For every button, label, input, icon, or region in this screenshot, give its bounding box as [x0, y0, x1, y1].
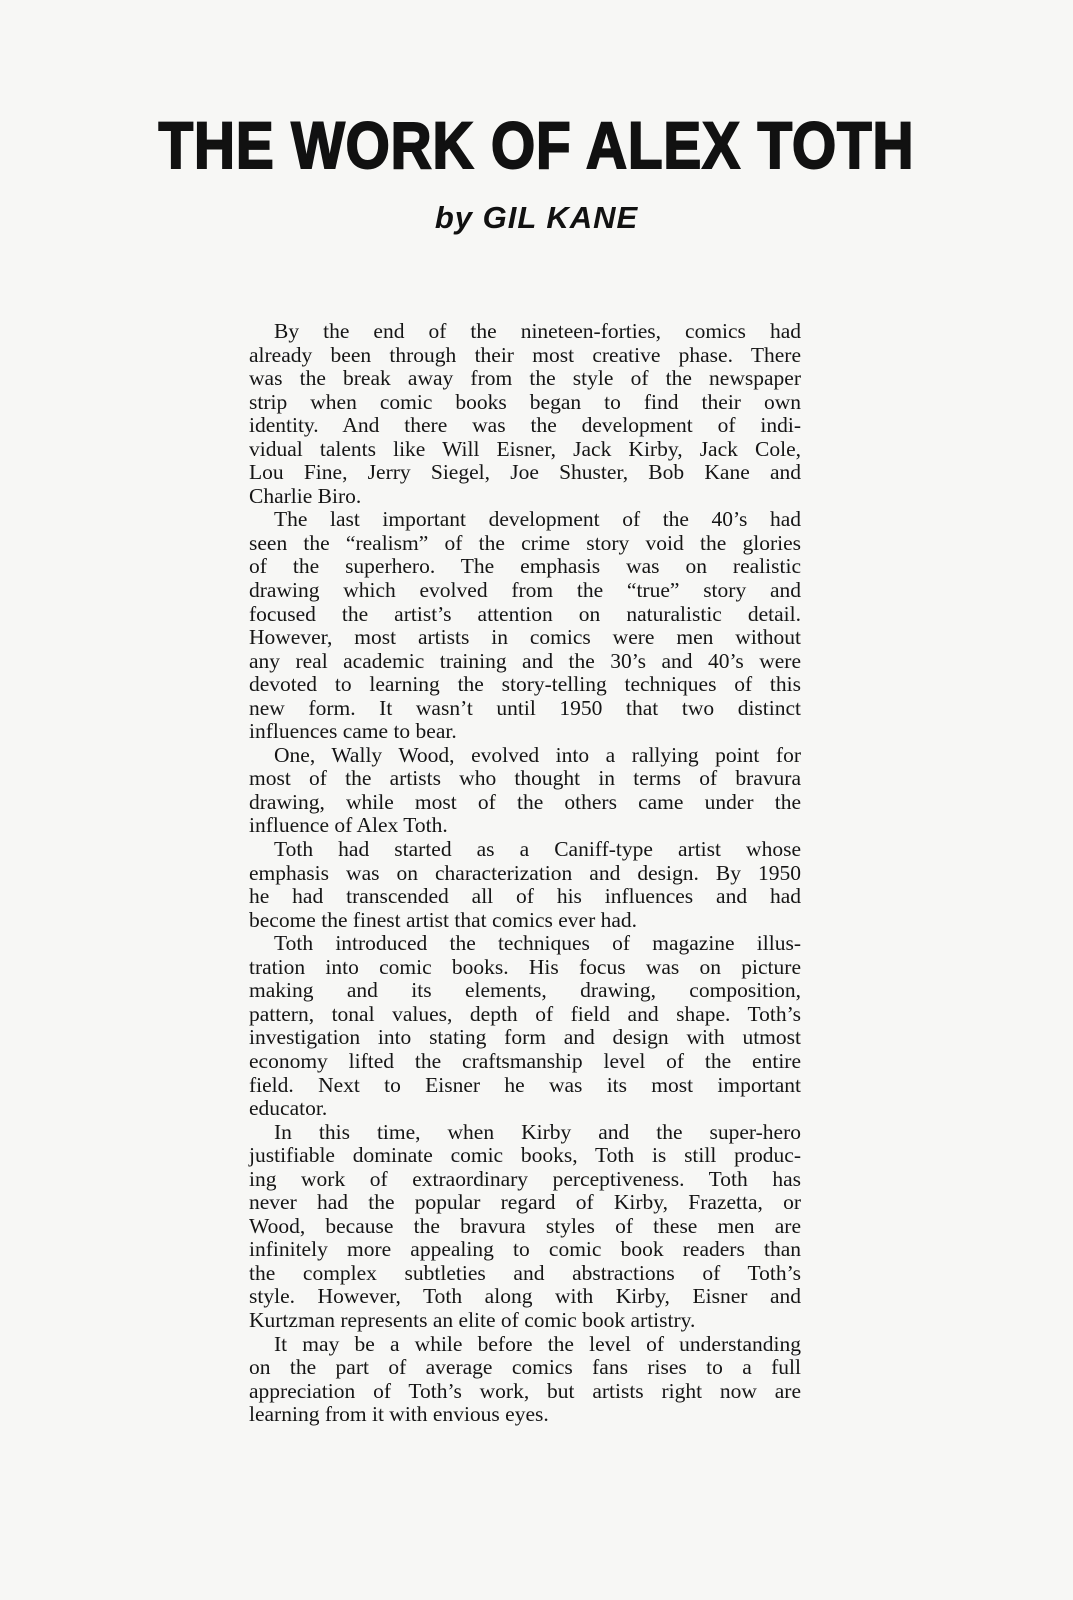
text-line: never had the popular regard of Kirby, Frazetta, or [249, 1190, 801, 1215]
text-line: justifiable dominate comic books, Toth is still produc- [249, 1143, 801, 1168]
text-line: influence of Alex Toth. [249, 813, 448, 838]
text-line: pattern, tonal values, depth of field and shape. Toth’s [249, 1001, 801, 1026]
paragraph [249, 1333, 801, 1427]
text-line: he had transcended all of his influences and had [249, 884, 801, 909]
text-line: vidual talents like Will Eisner, Jack Kirby, Jack Cole, [249, 436, 801, 461]
text-line: of the superhero. The emphasis was on realistic [249, 554, 801, 579]
text-line: drawing which evolved from the “true” story and [249, 578, 801, 603]
text-line: In this time, when Kirby and the super-hero [274, 1119, 801, 1144]
text-line: Kurtzman represents an elite of comic book artistry. [249, 1307, 696, 1332]
text-line: already been through their most creative phase. There [249, 342, 801, 367]
text-line: strip when comic books began to find their own [249, 389, 801, 414]
text-line: become the finest artist that comics ever had. [249, 907, 638, 932]
text-line: seen the “realism” of the crime story void the glories [249, 530, 801, 555]
text-line: Charlie Biro. [249, 483, 362, 508]
text-line: learning from it with envious eyes. [249, 1402, 549, 1427]
text-line: Toth introduced the techniques of magazine illus- [274, 931, 801, 956]
text-line: One, Wally Wood, evolved into a rallying point for [274, 742, 801, 767]
text-line: identity. And there was the development of indi- [249, 413, 801, 438]
text-line: new form. It wasn’t until 1950 that two distinct [249, 695, 801, 720]
text-line: appreciation of Toth’s work, but artists right now are [249, 1378, 801, 1403]
article-body [249, 320, 801, 1427]
paragraph [249, 320, 801, 508]
text-line: investigation into stating form and design with utmost [249, 1025, 801, 1050]
text-line: tration into comic books. His focus was on picture [249, 954, 801, 979]
text-line: most of the artists who thought in terms of bravura [249, 766, 801, 791]
text-line: emphasis was on characterization and design. By 1950 [249, 860, 801, 885]
text-line: on the part of average comics fans rises to a full [249, 1355, 801, 1380]
paragraph [249, 838, 801, 932]
text-line: ing work of extraordinary perceptiveness. Toth has [249, 1166, 801, 1191]
paragraph [249, 1121, 801, 1333]
text-line: influences came to bear. [249, 719, 457, 744]
paragraph [249, 508, 801, 743]
text-line: devoted to learning the story-telling techniques of this [249, 672, 801, 697]
paragraph [249, 932, 801, 1120]
text-line: However, most artists in comics were men without [249, 625, 801, 650]
text-line: was the break away from the style of the newspaper [249, 366, 801, 391]
text-line: It may be a while before the level of understanding [274, 1331, 801, 1356]
text-line: focused the artist’s attention on naturalistic detail. [249, 601, 801, 626]
text-line: educator. [249, 1096, 328, 1121]
text-line: any real academic training and the 30’s and 40’s were [249, 648, 801, 673]
text-line: Lou Fine, Jerry Siegel, Joe Shuster, Bob Kane and [249, 460, 801, 485]
text-line: making and its elements, drawing, composition, [249, 978, 801, 1003]
paragraph [249, 744, 801, 838]
text-line: economy lifted the craftsmanship level of the entire [249, 1048, 801, 1073]
article-byline: by GIL KANE [434, 200, 639, 235]
text-line: The last important development of the 40’s had [274, 507, 801, 532]
text-line: Wood, because the bravura styles of these men are [249, 1213, 801, 1238]
text-line: Toth had started as a Caniff-type artist whose [274, 837, 801, 862]
text-line: the complex subtleties and abstractions of Toth’s [249, 1260, 801, 1285]
text-line: infinitely more appealing to comic book readers than [249, 1237, 801, 1262]
text-line: style. However, Toth along with Kirby, Eisner and [249, 1284, 801, 1309]
text-line: field. Next to Eisner he was its most important [249, 1072, 801, 1097]
text-line: By the end of the nineteen-forties, comics had [274, 319, 801, 343]
article-title: THE WORK OF ALEX TOTH [158, 108, 915, 182]
text-line: drawing, while most of the others came under the [249, 789, 801, 814]
